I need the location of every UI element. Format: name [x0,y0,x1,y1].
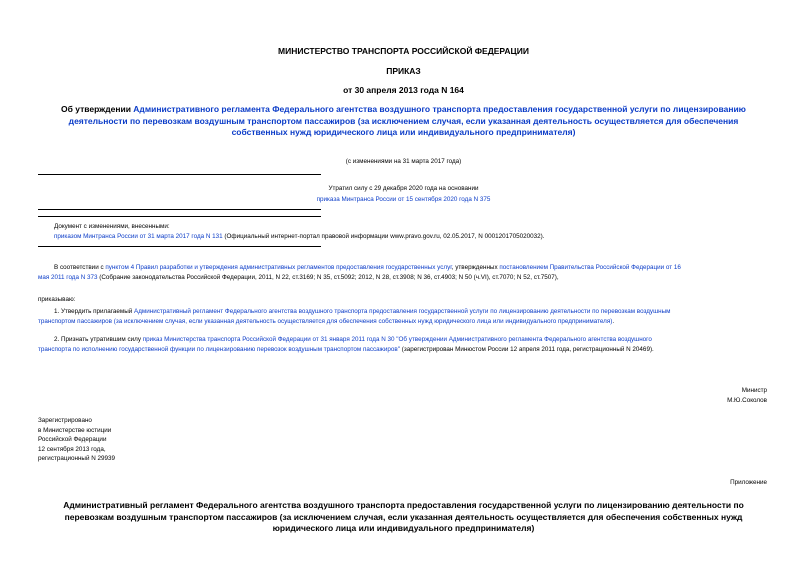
changes-line [54,232,544,241]
annex-label: Приложение [730,479,767,486]
resolution-link-cont[interactable]: мая 2011 года N 373 [38,274,98,281]
changes-label: Документ с изменениями, внесенными: [54,223,170,230]
item-1-paragraph: 1. Утвердить прилагаемый Административный регламент Федерального агентства воздушного транспорта предоставления государственной услуги по лицензированию деятельности по перевозкам воздушным транспортом пассажиров (за исключением случая, если указанная деятельность осуществляется для обеспечения собственных нужд юридического лица или индивидуального предпринимателя). [38,308,671,325]
ministry-heading: МИНИСТЕРСТВО ТРАНСПОРТА РОССИЙСКОЙ ФЕДЕРАЦИИ [278,46,529,56]
regulation-link-cont[interactable]: транспортом пассажиров (за исключением случая, если указанная деятельность осуществляется для обеспечения собственных нужд юридического лица или индивидуального предпринимателя) [38,318,613,325]
rules-link[interactable]: пунктом 4 Правил разработки и утверждения административных регламентов предоставления государственных услуг [105,264,452,271]
repealed-order-link-cont[interactable]: транспорта по исполнению государственной функции по лицензированию перевозок воздушным транспортом пассажиров" [38,346,400,353]
regulation-link[interactable]: Административный регламент Федерального агентства воздушного транспорта предоставления государственной услуги по лицензированию деятельности по перевозкам воздушным [134,308,671,315]
title-link-line2[interactable]: деятельности по перевозкам воздушным транспортом пассажиров (за исключением случая, если указанная деятельность осуществляется для обеспечения [68,115,739,126]
divider-1 [38,174,321,175]
repealed-order-link[interactable]: приказ Министерства транспорта Российской Федерации от 31 января 2011 года N 30 "Об утверждении Административного регламента Федерального агентства воздушного [142,336,652,343]
divider-4 [38,246,321,247]
title-prefix: Об утверждении [61,104,134,114]
annex-title: Административный регламент Федерального агентства воздушного транспорта предоставления государственной услуги по лицензированию деятельности по перевозкам воздушным транспортом пассажиров (за исключением случая, если указанная деятельность осуществляется для обеспечения собственных нужд юридического лица или индивидуального предпринимателя) [63,500,744,533]
doc-type-heading: ПРИКАЗ [386,66,421,76]
title-link-line1[interactable]: Административного регламента Федерального агентства воздушного транспорта предоставления государственной услуги по лицензированию [133,104,746,114]
signature-position: Министр [741,387,767,394]
amended-note: (с изменениями на 31 марта 2017 года) [345,158,462,165]
changes-rest: (Официальный интернет-портал правовой информации www.pravo.gov.ru, 02.05.2017, N 0001201705020032). [222,233,545,240]
orders-label: приказываю: [38,296,76,303]
registration-block: Зарегистрировано в Министерстве юстиции Российской Федерации 12 сентября 2013 года, регистрационный N 29939 [38,417,116,463]
divider-2 [38,209,321,210]
divider-3 [38,216,321,217]
document-title [0,104,807,139]
item-2-paragraph: 2. Признать утратившим силу приказ Министерства транспорта Российской Федерации от 31 января 2011 года N 30 "Об утверждении Административного регламента Федерального агентства воздушного транспорта по исполнению государственной функции по лицензированию перевозок воздушным транспортом пассажиров" (зарегистрирован Минюстом России 12 апреля 2011 года, регистрационный N 20469). [38,336,654,353]
signature-name: М.Ю.Соколов [727,397,767,404]
signature-block [727,386,767,406]
preamble-paragraph: В соответствии с пунктом 4 Правил разработки и утверждения административных регламентов предоставления государственных услуг, утвержденных постановлением Правительства Российской Федерации от 16 мая 2011 года N 373 (Собрание законодательства Российской Федерации, 2011, N 22, ст.3169; N 35, ст.5092; 2012, N 28, ст.3908; N 36, ст.4903; N 50 (ч.VI), ст.7070; N 52, ст.7507), [38,264,681,281]
expired-link[interactable]: приказа Минтранса России от 15 сентября 2020 года N 375 [316,196,491,203]
resolution-link[interactable]: постановлением Правительства Российской Федерации от 16 [499,264,681,271]
date-number-heading: от 30 апреля 2013 года N 164 [343,85,464,95]
title-link-line3[interactable]: собственных нужд юридического лица или индивидуального предпринимателя) [231,127,576,137]
expired-note: Утратил силу с 29 декабря 2020 года на основании [328,185,479,192]
changes-link[interactable]: приказом Минтранса России от 31 марта 2017 года N 131 [54,233,223,240]
